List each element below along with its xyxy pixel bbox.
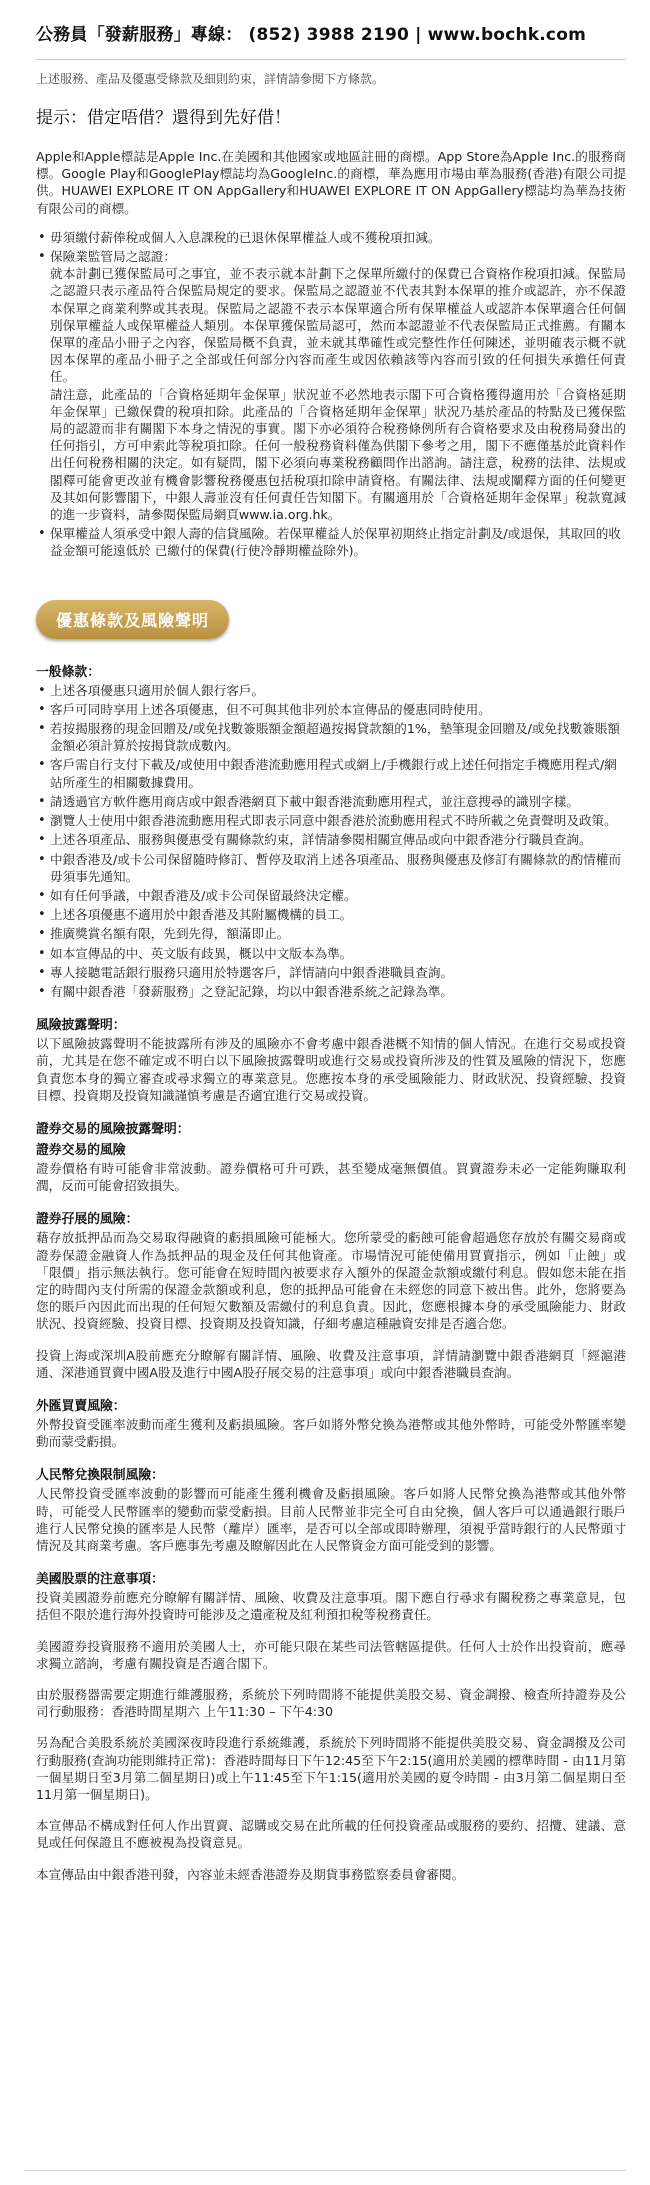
- offer-terms-badge: 優惠條款及風險聲明: [36, 600, 229, 639]
- general-terms-section: [36, 661, 626, 1000]
- list-item: • 客戶可同時享用上述各項優惠，但不可與其他非列於本宣傳品的優惠同時使用。: [50, 701, 626, 718]
- rmb-risk-section: [36, 1464, 626, 1554]
- margin-risk-text: 藉存放抵押品而為交易取得融資的虧損風險可能極大。您所蒙受的虧蝕可能會超過您存放於有關交易商或證券保證金融資人作為抵押品的現金及任何其他資產。市場情況可能使備用買賣指示，例如「止蝕」或「限價」指示無法執行。您可能會在短時間內被要求存入額外的保證金款額或繳付利息。假如您未能在指定的時間內支付所需的保證金款額或利息，您的抵押品可能會在未經您的同意下被出售。此外，您將要為您的賬戶內因此而出現的任何短欠數額及需繳付的利息負責。因此，您應根據本身的承受風險能力、財政狀況、投資經驗、投資目標、投資期及投資知識，仔細考慮這種融資安排是否適合您。: [36, 1230, 626, 1332]
- risk-disclosure-section: [36, 1014, 626, 1104]
- list-item: • 上述各項優惠只適用於個人銀行客戶。: [50, 682, 626, 699]
- risk-disclosure-title: 風險披露聲明：: [36, 1018, 126, 1034]
- list-item: • 客戶需自行支付下載及/或使用中銀香港流動應用程式或網上/手機銀行或上述任何指定手機應用程式/網站所產生的相關數據費用。: [50, 756, 626, 790]
- securities-risk-section: [36, 1118, 626, 1194]
- list-item: [50, 248, 626, 523]
- list-item: • 中銀香港及/或卡公司保留隨時修訂、暫停及取消上述各項產品、服務與優惠及修訂有關條款的酌情權而毋須事先通知。: [50, 851, 626, 885]
- trademark-notice: Apple和Apple標誌是Apple Inc.在美國和其他國家或地區註冊的商標。App Store為Apple Inc.的服務商標。Google Play和GooglePlay標誌均為GoogleInc.的商標，華為應用市場由華為服務(香港)有限公司提供。HUAWEI EXPLORE IT ON AppGallery和HUAWEI EXPLORE IT ON AppGallery標誌均為華為技術有限公司的商標。: [36, 149, 626, 216]
- us-stock-text: 投資美國證券前應充分瞭解有關詳情、風險、收費及注意事項。閣下應自行尋求有關稅務之專業意見，包括但不限於進行海外投資時可能涉及之遺產稅及紅利預扣稅等稅務責任。: [36, 1590, 626, 1623]
- ia-authorization-heading: 保險業監管局之認證：: [50, 249, 176, 265]
- list-item: • 毋須繳付薪俸稅或個人入息課稅的已退休保單權益人或不獲稅項扣減。: [50, 229, 626, 246]
- margin-risk-section: [36, 1208, 626, 1381]
- list-item: • 請透過官方軟件應用商店或中銀香港網頁下載中銀香港流動應用程式，並注意搜尋的識別字樣。: [50, 793, 626, 810]
- tax-deduction-list: [36, 229, 626, 560]
- list-item: • 如有任何爭議，中銀香港及/或卡公司保留最終決定權。: [50, 887, 626, 904]
- ia-authorization-text: 就本計劃已獲保監局可之事宜，並不表示就本計劃下之保單所繳付的保費已合資格作稅項扣減。保監局之認證只表示產品符合保監局規定的要求。保監局之認證並不代表其對本保單的推介或認許，亦不保證本保單之商業利弊或其表現。保監局之認證不表示本保單適合所有保單權益人或認許本保單適合任何個別保單權益人或保單權益人類別。本保單獲保監局認可，然而本認證並不代表保監局正式推薦。有關本保單的產品小冊子之內容，保監局概不負責，並未就其準確性或完整性作任何陳述，並明確表示概不就因本保單的產品小冊子之全部或任何部分內容而產生或因依賴該等內容而引致的任何損失承擔任何責任。: [50, 266, 626, 385]
- general-terms-title: 一般條款：: [36, 664, 100, 680]
- list-item: • 有關中銀香港「發薪服務」之登記記錄，均以中銀香港系統之記錄為準。: [50, 983, 626, 1000]
- list-item: • 上述各項優惠不適用於中銀香港及其附屬機構的員工。: [50, 906, 626, 923]
- rmb-risk-title: 人民幣兌換限制風險：: [36, 1468, 164, 1484]
- terms-reference-note: 上述服務、產品及優惠受條款及細則約束，詳情請參閱下方條款。: [36, 72, 385, 86]
- service-hotline: 公務員「發薪服務」專線： (852) 3988 2190 | www.bochk.com: [36, 25, 587, 45]
- list-item: • 若按揭服務的現金回贈及/或免找數簽賬額金額超過按揭貸款額的1%，墊筆現金回贈及/或免找數簽賬額金額必須計算於按揭貸款成數內。: [50, 720, 626, 754]
- us-stock-maintenance-text: 由於服務器需要定期進行維護服務，系統於下列時間將不能提供美股交易、資金調撥、檢查所持證券及公司行動服務：香港時間星期六 上午11:30 – 下午4:30: [36, 1687, 626, 1720]
- securities-risk-text: 證券價格有時可能會非常波動。證券價格可升可跌，甚至變成毫無價值。買賣證券未必一定能夠賺取利潤，反而可能會招致損失。: [36, 1160, 626, 1194]
- fx-risk-title: 外匯買賣風險：: [36, 1398, 126, 1414]
- us-stock-section: [36, 1568, 626, 1803]
- header-divider: [36, 59, 626, 60]
- footer-divider: [24, 2170, 626, 2171]
- rmb-risk-text: 人民幣投資受匯率波動的影響而可能產生獲利機會及虧損風險。客戶如將人民幣兌換為港幣或其他外幣時，可能受人民幣匯率的變動而蒙受虧損。目前人民幣並非完全可自由兌換，個人客戶可以通過銀行賬戶進行人民幣兌換的匯率是人民幣（離岸）匯率，是否可以全部或即時辦理，須視乎當時銀行的人民幣頭寸情況及其商業考慮。客戶應事先考慮及瞭解因此在人民幣資金方面可能受到的影響。: [36, 1486, 626, 1553]
- us-stock-eligibility-text: 美國證券投資服務不適用於美國人士，亦可能只限在某些司法管轄區提供。任何人士於作出投資前，應尋求獨立諮詢，考慮有關投資是否適合閣下。: [36, 1638, 626, 1671]
- general-terms-list: [36, 682, 626, 1000]
- fx-risk-section: [36, 1395, 626, 1450]
- us-stock-night-maintenance-text: 另為配合美股系統於美國深夜時段進行系統維護，系統於下列時間將不能提供美股交易、資金調撥及公司行動服務(查詢功能則維持正常)：香港時間每日下午12:45至下午2:15(適用於美國的標準時間 - 由11月第一個星期日至3月第二個星期日)或上午11:45至下午1:15(適用於美國的夏令時間 - 由3月第二個星期日至11月第一個星期日)。: [36, 1735, 626, 1803]
- list-item: • 如本宣傳品的中、英文版有歧異，概以中文版本為準。: [50, 945, 626, 962]
- a-share-notice-text: 投資上海或深圳A股前應充分瞭解有關詳情、風險、收費及注意事項，詳情請瀏覽中銀香港網頁「經滬港通、深港通買賣中國A股及進行中國A股孖展交易的注意事項」或向中銀香港職員查詢。: [36, 1347, 626, 1380]
- margin-risk-title: 證券孖展的風險：: [36, 1212, 139, 1228]
- securities-risk-subtitle: 證券交易的風險: [36, 1142, 126, 1158]
- list-item: • 瀏覽人士使用中銀香港流動應用程式即表示同意中銀香港於流動應用程式不時所載之免責聲明及政策。: [50, 812, 626, 829]
- sfc-review-notice: 本宣傳品由中銀香港刊發，內容並未經香港證券及期貨事務監察委員會審閱。: [36, 1866, 465, 1882]
- list-item: • 上述各項產品、服務與優惠受有關條款約束，詳情請參閱相關宣傳品或向中銀香港分行職員查詢。: [50, 831, 626, 848]
- list-item: • 專人接聽電話銀行服務只適用於特選客戶，詳情請向中銀香港職員查詢。: [50, 964, 626, 981]
- borrowing-reminder: 提示：借定唔借？還得到先好借！: [36, 108, 291, 128]
- securities-risk-title: 證券交易的風險披露聲明：: [36, 1121, 190, 1137]
- risk-disclosure-text: 以下風險披露聲明不能披露所有涉及的風險亦不會考慮中銀香港概不知情的個人情況。在進行交易或投資前，尤其是在您不確定或不明白以下風險披露聲明或進行交易或投資所涉及的性質及風險的情況下，您應負責您本身的獨立審查或尋求獨立的專業意見。您應按本身的承受風險能力、財政狀況、投資經驗、投資目標、投資期及投資知識謹慎考慮是否適宜進行交易或投資。: [36, 1036, 626, 1103]
- no-offer-disclaimer: 本宣傳品不構成對任何人作出買賣、認購或交易在此所載的任何投資產品或服務的要約、招攬、建議、意見或任何保證且不應被視為投資意見。: [36, 1818, 626, 1851]
- list-item: • 推廣獎賞名額有限，先到先得，額滿即止。: [50, 925, 626, 942]
- list-item: • 保單權益人須承受中銀人壽的信貸風險。若保單權益人於保單初期終止指定計劃及/或退保，其取回的收益金額可能遠低於 已繳付的保費(行使冷靜期權益除外)。: [50, 525, 626, 559]
- us-stock-title: 美國股票的注意事項：: [36, 1572, 164, 1588]
- qdap-status-text: 請注意，此產品的「合資格延期年金保單」狀況並不必然地表示閣下可合資格獲得適用於「合資格延期年金保單」已繳保費的稅項扣除。此產品的「合資格延期年金保單」狀況乃基於產品的特點及已獲保監局的認證而非有關閣下本身之情況的事實。閣下亦必須符合稅務條例所有合資格要求及由稅務局發出的任何指引，方可申索此等稅項扣除。任何一般稅務資料僅為供閣下參考之用，閣下不應僅基於此資料作出任何稅務相關的決定。如有疑問，閣下必須向專業稅務顧問作出諮詢。請注意，稅務的法律、法規或閣釋可能會更改並有機會影響稅務優惠包括稅項扣除申請資格。有關法律、法規或闡釋方面的任何變更及其如何影響閣下，中銀人壽並沒有任何責任告知閣下。有關適用於「合資格延期年金保單」稅款寬減的進一步資料，請參閱保監局網頁www.ia.org.hk。: [50, 386, 626, 523]
- fx-risk-text: 外幣投資受匯率波動而產生獲利及虧損風險。客戶如將外幣兌換為港幣或其他外幣時，可能受外幣匯率變動而蒙受虧損。: [36, 1416, 626, 1450]
